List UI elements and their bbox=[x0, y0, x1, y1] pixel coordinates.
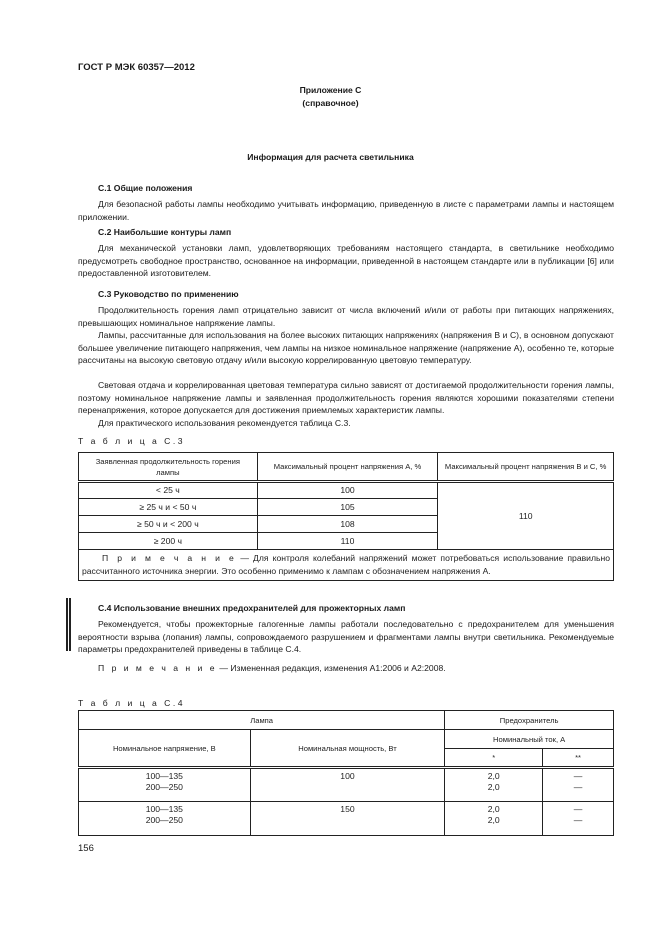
page-number: 156 bbox=[78, 843, 94, 854]
table-cell: 110 bbox=[438, 482, 614, 550]
table-caption: Т а б л и ц а С.3 bbox=[78, 436, 186, 446]
table-cell: 100—135 200—250 bbox=[79, 802, 251, 836]
table-header: Номинальная мощность, Вт bbox=[250, 730, 445, 768]
table-header: Лампа bbox=[79, 711, 445, 730]
note-text: — Для контроля колебаний напряжений может потребоваться использование правильно рассчитанного источника энергии. Это особенно применимо к лампам с обозначением напряжения А. bbox=[82, 553, 610, 576]
table-header: Заявленная продолжительность горения лампы bbox=[79, 453, 258, 482]
table-cell: 100 bbox=[257, 482, 438, 499]
table-header: Максимальный процент напряжения А, % bbox=[257, 453, 438, 482]
table-cell: 110 bbox=[257, 533, 438, 550]
table-cell: — — bbox=[543, 802, 614, 836]
note-label: П р и м е ч а н и е bbox=[98, 663, 218, 673]
appendix-title: Приложение С bbox=[299, 85, 362, 95]
table-cell: ≥ 25 ч и < 50 ч bbox=[79, 499, 258, 516]
section-heading: С.1 Общие положения bbox=[98, 183, 193, 193]
table-cell: 105 bbox=[257, 499, 438, 516]
table-cell: 100 bbox=[250, 768, 445, 802]
table-cell: 2,0 2,0 bbox=[445, 768, 543, 802]
table-row bbox=[79, 802, 614, 836]
table-header: ** bbox=[543, 749, 614, 768]
table-cell: ≥ 200 ч bbox=[79, 533, 258, 550]
appendix-heading: Информация для расчета светильника bbox=[247, 152, 414, 162]
table-note bbox=[79, 550, 614, 581]
table-header: Номинальное напряжение, В bbox=[79, 730, 251, 768]
table-row bbox=[79, 768, 614, 802]
section-heading: С.2 Наибольшие контуры ламп bbox=[98, 227, 232, 237]
section-note bbox=[78, 662, 614, 675]
table-cell: 108 bbox=[257, 516, 438, 533]
paragraph: Для безопасной работы лампы необходимо учитывать информацию, приведенную в листе с параметрами лампы и настоящем приложении. bbox=[78, 199, 614, 222]
paragraph: Световая отдача и коррелированная цветовая температура сильно зависят от достигаемой продолжительности горения лампы, поэтому номинальное напряжение лампы и заявленная продолжительность горения являются хорошими показателями степени перенапряжения, которое допускается для достижения приемлемых характеристик лампы. bbox=[78, 380, 614, 416]
table-cell: — — bbox=[543, 768, 614, 802]
table-header: * bbox=[445, 749, 543, 768]
table-cell: 100—135 200—250 bbox=[79, 768, 251, 802]
section-heading: С.4 Использование внешних предохранителей для прожекторных ламп bbox=[98, 603, 406, 613]
table-cell: ≥ 50 ч и < 200 ч bbox=[79, 516, 258, 533]
table-header: Номинальный ток, А bbox=[445, 730, 614, 749]
table-cell: 2,0 2,0 bbox=[445, 802, 543, 836]
table-cell: < 25 ч bbox=[79, 482, 258, 499]
paragraph: Лампы, рассчитанные для использования на более высоких питающих напряжениях (напряжения В и С), в основном допускают большее увеличение питающего напряжения, чем лампы на низкое номинальное напряжение (напряжение А), особенно те, которые рассчитаны на высокую световую отдачу и/или высокую коррелированную цветовую температуру. bbox=[78, 330, 614, 366]
table-row bbox=[79, 482, 614, 499]
table-cell: 150 bbox=[250, 802, 445, 836]
table-caption: Т а б л и ц а С.4 bbox=[78, 698, 186, 708]
table-header: Предохранитель bbox=[445, 711, 614, 730]
paragraph: Для механической установки ламп, удовлетворяющих требованиям настоящего стандарта, в светильнике необходимо предусмотреть свободное пространство, основанное на информации, приведенной в настоящем стандарте или в публикации [6] или предоставленной изготовителем. bbox=[78, 243, 614, 279]
note-label: П р и м е ч а н и е bbox=[102, 553, 237, 564]
table-c4 bbox=[78, 710, 614, 836]
table-header: Максимальный процент напряжения В и С, % bbox=[438, 453, 614, 482]
table-c3 bbox=[78, 452, 614, 581]
appendix-subtitle: (справочное) bbox=[302, 98, 359, 108]
paragraph: Продолжительность горения ламп отрицательно зависит от числа включений и/или от работы при питающих напряжениях, превышающих номинальное напряжение лампы. bbox=[78, 305, 614, 328]
document-id: ГОСТ Р МЭК 60357—2012 bbox=[78, 62, 195, 73]
paragraph: Рекомендуется, чтобы прожекторные галогенные лампы работали последовательно с предохранителем для уменьшения вероятности взрыва (лопания) лампы, сопровождаемого разрушением и фрагментами лампы внутри светильника. Рекомендуемые параметры предохранителей приведены в таблице С.4. bbox=[78, 619, 614, 655]
change-bar bbox=[69, 598, 71, 651]
change-bar bbox=[66, 598, 68, 651]
note-text: — Измененная редакция, изменения А1:2006 и А2:2008. bbox=[217, 663, 446, 673]
section-heading: С.3 Руководство по применению bbox=[98, 289, 239, 299]
paragraph: Для практического использования рекомендуется таблица С.3. bbox=[98, 418, 351, 428]
